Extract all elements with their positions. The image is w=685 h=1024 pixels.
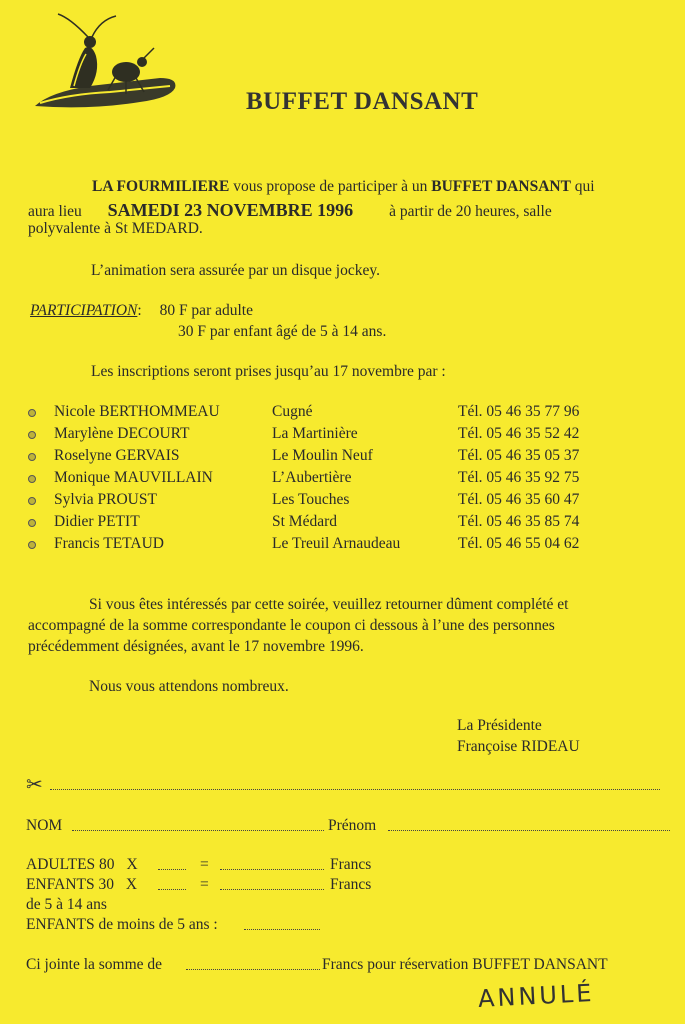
intro-line-1 [92,177,595,197]
return-line-2: accompagné de la somme correspondante le coupon ci dessous à l’une des personnes [28,617,555,634]
contact-place: Le Treuil Arnaudeau [272,535,401,552]
contact-place: Le Moulin Neuf [272,447,373,464]
enfants-total-field[interactable] [220,889,324,890]
adultes-total-field[interactable] [220,869,324,870]
contact-row [28,513,628,535]
bullet-icon [28,519,36,527]
participation-adult: 80 F par adulte [159,302,253,319]
animation-text: L’animation sera assurée par un disque jockey. [91,262,380,279]
return-line-3: précédemment désignées, avant le 17 novembre 1996. [28,638,364,655]
contact-place: Cugné [272,403,313,420]
bullet-icon [28,431,36,439]
amount-field[interactable] [186,969,320,970]
joint-francs: Francs pour réservation BUFFET DANSANT [322,956,608,973]
intro-text-3: aura lieu [28,203,82,220]
participation-separator: : [137,302,142,319]
contact-row [28,447,628,469]
adultes-equals: = [200,856,209,873]
contact-row [28,425,628,447]
contact-row [28,535,628,557]
return-line-1: Si vous êtes intéressés par cette soirée, veuillez retourner dûment complété et [89,596,569,613]
nom-label: NOM [26,817,63,834]
intro-line-3: polyvalente à St MEDARD. [28,220,203,237]
contact-place: La Martinière [272,425,358,442]
contact-name: Monique MAUVILLAIN [54,469,213,486]
contact-phone: Tél. 05 46 35 77 96 [458,403,580,420]
bullet-icon [28,475,36,483]
contact-name: Didier PETIT [54,513,140,530]
enfants-equals: = [200,876,209,893]
contact-name: Nicole BERTHOMMEAU [54,403,220,420]
bullet-icon [28,453,36,461]
bullet-icon [28,541,36,549]
event-date: SAMEDI 23 NOVEMBRE 1996 [107,200,354,220]
contact-row [28,469,628,491]
intro-text-4: à partir de 20 heures, salle [389,203,552,220]
intro-text-1: vous propose de participer à un [233,178,428,195]
bullet-icon [28,409,36,417]
adultes-price: ADULTES 80 [26,856,115,873]
contact-name: Francis TETAUD [54,535,164,552]
enfants-count-field[interactable] [158,889,186,890]
event-name: BUFFET DANSANT [431,178,571,195]
contact-place: Les Touches [272,491,350,508]
enfants-label [26,875,137,895]
signature-name: Françoise RIDEAU [457,738,580,755]
prenom-label: Prénom [328,817,377,834]
participation-line [30,301,253,321]
intro-text-2: qui [574,178,595,195]
contact-phone: Tél. 05 46 35 05 37 [458,447,580,464]
closing-text: Nous vous attendons nombreux. [89,678,289,695]
cut-line [50,789,660,790]
contact-name: Sylvia PROUST [54,491,157,508]
contact-list [28,403,628,557]
contact-phone: Tél. 05 46 35 92 75 [458,469,580,486]
contact-phone: Tél. 05 46 35 85 74 [458,513,580,530]
contact-place: St Médard [272,513,338,530]
contact-row [28,403,628,425]
bullet-icon [28,497,36,505]
prenom-field[interactable] [388,830,670,831]
signature-role: La Présidente [457,717,542,734]
scissors-icon: ✂ [26,774,43,796]
under5-field[interactable] [244,929,320,930]
handwritten-annule: ANNULÉ [477,978,596,1014]
adultes-francs: Francs [330,856,372,873]
contact-row [28,491,628,513]
contact-name: Roselyne GERVAIS [54,447,180,464]
contact-phone: Tél. 05 46 55 04 62 [458,535,580,552]
joint-label: Ci jointe la somme de [26,956,163,973]
page-title: BUFFET DANSANT [246,88,479,115]
contact-place: L’Aubertière [272,469,352,486]
participation-label: PARTICIPATION [30,302,138,319]
inscriptions-text: Les inscriptions seront prises jusqu’au 17 novembre par : [91,363,446,380]
adultes-label [26,855,138,875]
nom-field[interactable] [72,830,324,831]
contact-phone: Tél. 05 46 35 60 47 [458,491,580,508]
contact-phone: Tél. 05 46 35 52 42 [458,425,580,442]
ant-logo-image [30,8,180,116]
org-name: LA FOURMILIERE [92,178,230,195]
participation-child: 30 F par enfant âgé de 5 à 14 ans. [178,323,387,340]
under5-label: ENFANTS de moins de 5 ans : [26,916,218,933]
enfants-francs: Francs [330,876,372,893]
contact-name: Marylène DECOURT [54,425,190,442]
enfants-times: X [125,876,138,893]
enfants-price: ENFANTS 30 [26,876,114,893]
adultes-times: X [126,856,138,873]
age-range: de 5 à 14 ans [26,896,107,913]
adultes-count-field[interactable] [158,869,186,870]
